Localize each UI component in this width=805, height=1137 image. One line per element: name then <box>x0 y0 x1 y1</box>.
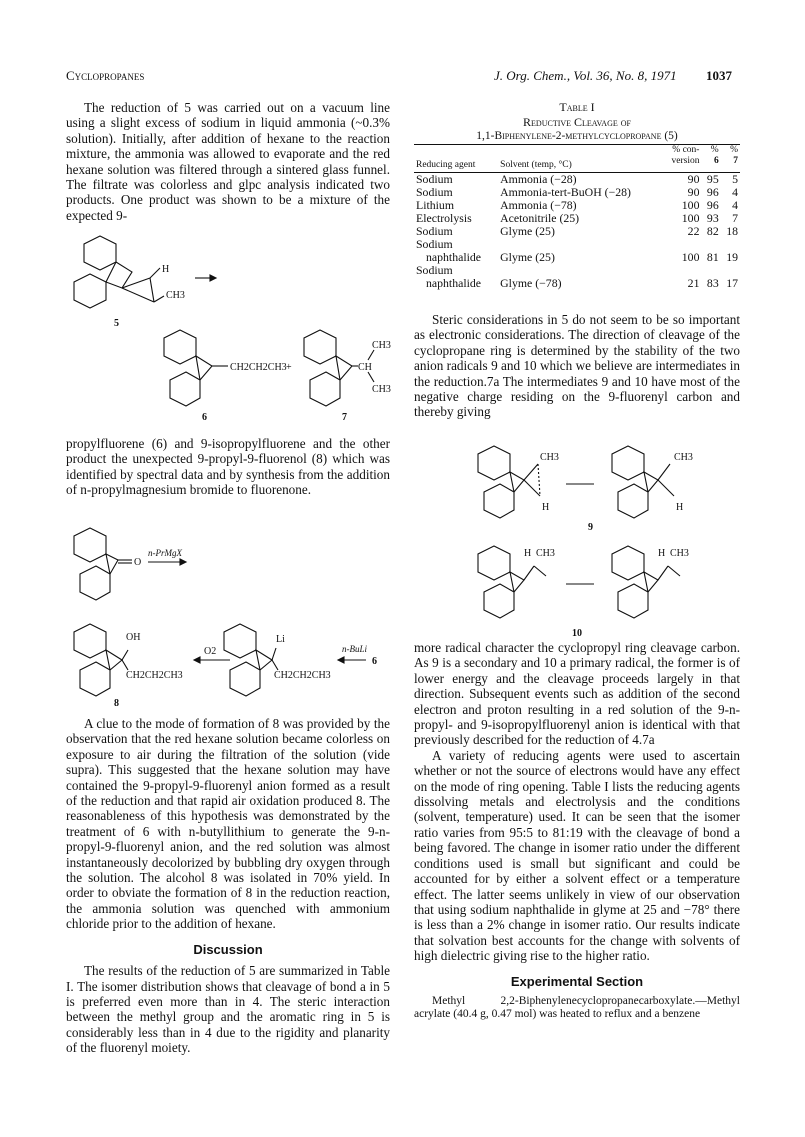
table-row <box>414 277 740 290</box>
left-paragraph-3 <box>66 716 390 1056</box>
solvent-cell: Ammonia-tert-BuOH (−28) <box>500 185 631 199</box>
plus-sign: + <box>286 362 292 373</box>
h-label: H <box>524 548 532 559</box>
compound-6-label: 6 <box>202 412 207 423</box>
right-paragraph-1 <box>414 312 740 420</box>
col-solvent: Solvent (temp, °C) <box>498 145 662 173</box>
table-title: Table I <box>559 100 595 114</box>
conversion-cell: 22 <box>687 224 700 238</box>
running-head-left: Cyclopropanes <box>66 68 145 83</box>
paragraph-text: Steric considerations in 5 do not seem to be so important as electronic considerations. The direction of cleavage of the cyclopropane ring is determined by the stability of the two anion radicals 9 and 10 which we believe are intermediates in the reduction.7a The intermediates 9 and 10 have most of the negative charge residing on the 9-fluorenyl carbon and thereby giving <box>414 312 740 420</box>
o2-label: O2 <box>204 646 217 657</box>
li-label: Li <box>276 634 285 645</box>
agent-cell: Lithium <box>416 198 455 212</box>
oxygen-label: O <box>134 557 142 568</box>
scheme-compounds-6-7 <box>160 326 400 427</box>
solvent-cell: Glyme (25) <box>500 250 555 264</box>
agent-cell: Sodium <box>416 224 453 238</box>
intermediate-10-label: 10 <box>572 628 582 639</box>
fluorenone-svg <box>70 524 220 604</box>
percent-7-cell: 18 <box>726 224 738 238</box>
agent-cell: Sodium <box>416 185 453 199</box>
table-row <box>414 251 740 264</box>
col-p6 <box>701 145 720 173</box>
col-p7 <box>721 145 740 173</box>
solvent-cell: Glyme (25) <box>500 224 555 238</box>
ch3-label: CH3 <box>540 452 559 463</box>
section-heading-experimental: Experimental Section <box>510 973 644 989</box>
intermediate-10-svg <box>470 540 710 640</box>
percent-7-cell: 19 <box>726 250 738 264</box>
solvent-cell: Ammonia (−28) <box>498 173 662 187</box>
intermediate-9-label: 9 <box>588 522 593 533</box>
agent-cell: Electrolysis <box>416 211 472 225</box>
structure-6-7-svg <box>160 326 400 422</box>
paragraph-text: The reduction of 5 was carried out on a vacuum line using a slight excess of sodium in liquid ammonia (~0.3% solution). Initially, after addition of hexane to the reaction mixture, the ammonia was allowed to evaporate and the red hexane solution was filtered through a sintered glass funnel. The filtrate was colorless and glpc analysis indicated two products. One product was shown to be a mixture of the expected 9- <box>66 100 390 223</box>
agent-cell: Sodium <box>414 173 498 187</box>
compound-8-label: 8 <box>114 698 119 709</box>
p7-head-b: 7 <box>733 156 738 166</box>
col-agent: Reducing agent <box>414 145 498 173</box>
table-row <box>414 173 740 187</box>
conv-head-1: % con- <box>672 145 700 155</box>
percent-6-cell: 93 <box>706 211 719 225</box>
ch3-label-2: CH3 <box>670 548 689 559</box>
conversion-cell: 90 <box>687 185 700 199</box>
scheme-intermediate-9 <box>470 440 710 537</box>
p6-head-b: 6 <box>713 156 719 166</box>
percent-7-cell: 5 <box>721 173 740 187</box>
agent-cell: Sodium <box>416 237 453 251</box>
h-label-2: H <box>676 502 684 513</box>
percent-6-cell: 82 <box>706 224 719 238</box>
table-compound: 1,1-Biphenylene-2-methylcyclopropane (5) <box>476 130 678 142</box>
buli-label: n-BuLi <box>342 644 368 654</box>
table-caption <box>414 100 740 142</box>
table-subtitle: Reductive Cleavage of <box>523 115 631 129</box>
experimental-text: Methyl 2,2-Biphenylenecyclopropanecarboxylate.—Methyl acrylate (40.4 g, 0.47 mol) was heated to reflux and a benzene <box>414 994 740 1020</box>
table-body <box>414 173 740 291</box>
ch3-top-label: CH3 <box>372 340 391 351</box>
percent-6-cell: 96 <box>706 198 719 212</box>
paragraph-text: A variety of reducing agents were used to ascertain whether or not the source of electrons would have any effect on the mode of ring opening. Table I lists the reducing agents dissolving metals and electrolysis and the conditions (solvent, temperature) used. It can be seen that the isomer ratio varies from 95:5 to 81:19 with the cleavage of bond a being favored. The change in isomer ratio under the different conditions used is small but significant and could be accounted for by either a solvent effect or a temperature effect. The latter seems unlikely in view of our observation that using sodium naphthalide in glyme at 25 and −78° there is less than a 2% change in isomer ratio. Our results indicate that solvation best accounts for the change with solvents of high dielectric giving rise to the higher ratio. <box>414 747 740 964</box>
reagent-label: n-PrMgX <box>148 548 182 558</box>
percent-6-cell: 83 <box>706 276 719 290</box>
paragraph-text: more radical character the cyclopropyl ring cleavage carbon. As 9 is a secondary and 10 a primary radical, the former is of lower energy and the cleavage proceeds largely in that direction. Subsequent events such as addition of the second electron and proton resulting in a red solution of the 9-n-propyl- and 9-isopropylfluorenyl anion is identical with that previously described for the reduction of 4.7a <box>414 640 740 748</box>
compound-7-label: 7 <box>342 412 347 423</box>
paragraph-text: The results of the reduction of 5 are summarized in Table I. The isomer distribution shows that cleavage of bond a in 5 is preferred even more than in 4. The steric interaction between the methyl group and the aromatic ring in 5 is considerably less than in 4 due to the rigidity and planarity of the fluorenyl moiety. <box>66 963 390 1056</box>
compound-8-svg <box>70 620 400 710</box>
left-paragraph-2 <box>66 436 390 498</box>
compound-6-ref: 6 <box>372 656 377 667</box>
scheme-compound-8 <box>70 620 400 715</box>
ch3-bottom-label: CH3 <box>372 384 391 395</box>
structure-5-svg <box>70 232 220 328</box>
compound-5-label: 5 <box>114 318 119 329</box>
p7-head-a: % <box>730 145 738 155</box>
conversion-cell: 90 <box>663 173 702 187</box>
chain-label-anion: CH2CH2CH3 <box>274 670 331 681</box>
left-paragraph-1 <box>66 100 390 223</box>
solvent-cell: Ammonia (−78) <box>500 198 577 212</box>
percent-7-cell: 4 <box>732 185 738 199</box>
solvent-cell: Acetonitrile (25) <box>500 211 580 225</box>
agent-cell: naphthalide <box>426 250 482 264</box>
percent-7-cell: 17 <box>726 276 738 290</box>
ch3-label: CH3 <box>166 290 185 301</box>
scheme-compound-5 <box>70 232 220 333</box>
page-number: 1037 <box>706 68 732 83</box>
paragraph-text: propylfluorene (6) and 9-isopropylfluorene and the other product the unexpected 9-propyl-9-fluorenol (8) which was identified by spectral data and by synthesis from the addition of n-propylmagnesium bromide to fluorenone. <box>66 436 390 498</box>
percent-6-cell: 81 <box>706 250 719 264</box>
col-conversion <box>663 145 702 173</box>
h-label: H <box>162 264 170 275</box>
ch3-label-2: CH3 <box>674 452 693 463</box>
percent-6-cell: 95 <box>701 173 720 187</box>
solvent-cell: Glyme (−78) <box>500 276 562 290</box>
oh-label: OH <box>126 632 141 643</box>
results-table <box>414 144 740 290</box>
percent-7-cell: 4 <box>732 198 738 212</box>
journal-citation: J. Org. Chem., Vol. 36, No. 8, 1971 <box>494 68 677 83</box>
scheme-intermediate-10 <box>470 540 710 645</box>
scheme-fluorenone <box>70 524 220 609</box>
h-label: H <box>542 502 550 513</box>
agent-cell: naphthalide <box>426 276 482 290</box>
propyl-chain-label: CH2CH2CH3 <box>230 362 287 373</box>
section-heading-discussion: Discussion <box>193 941 263 957</box>
table-row <box>414 225 740 238</box>
conv-head-2: version <box>671 156 700 166</box>
percent-6-cell: 96 <box>706 185 719 199</box>
ch3-label: CH3 <box>536 548 555 559</box>
paragraph-text: A clue to the mode of formation of 8 was provided by the observation that the red hexane solution became colorless on exposure to air during the filtration of the solution (vide supra). This suggested that the hexane solution may have contained the 9-propyl-9-fluorenyl anion formed as a result of the reduction and that rapid air oxidation produced 8. The reasonableness of this hypothesis was demonstrated by the treatment of 6 with n-butyllithium to generate the 9-n-propyl-9-fluorenyl anion, and the red solution was almost instantaneously decolorized by bubbling dry oxygen through the solution. The alcohol 8 was isolated in 70% yield. In order to obviate the formation of 8 in the reduction reaction, the ammonia solution was quenched with ammonium chloride prior to the addition of hexane. <box>66 716 390 932</box>
table-header-row <box>414 145 740 173</box>
intermediate-9-svg <box>470 440 710 532</box>
percent-7-cell: 7 <box>732 211 738 225</box>
right-paragraph-2 <box>414 640 740 1021</box>
chain-label-8: CH2CH2CH3 <box>126 670 183 681</box>
p6-head-a: % <box>710 145 719 155</box>
conversion-cell: 100 <box>681 198 700 212</box>
agent-cell: Sodium <box>416 263 453 277</box>
h-label-2: H <box>658 548 666 559</box>
conversion-cell: 100 <box>681 211 700 225</box>
conversion-cell: 100 <box>681 250 700 264</box>
conversion-cell: 21 <box>687 276 700 290</box>
ch-label: CH <box>358 362 372 373</box>
